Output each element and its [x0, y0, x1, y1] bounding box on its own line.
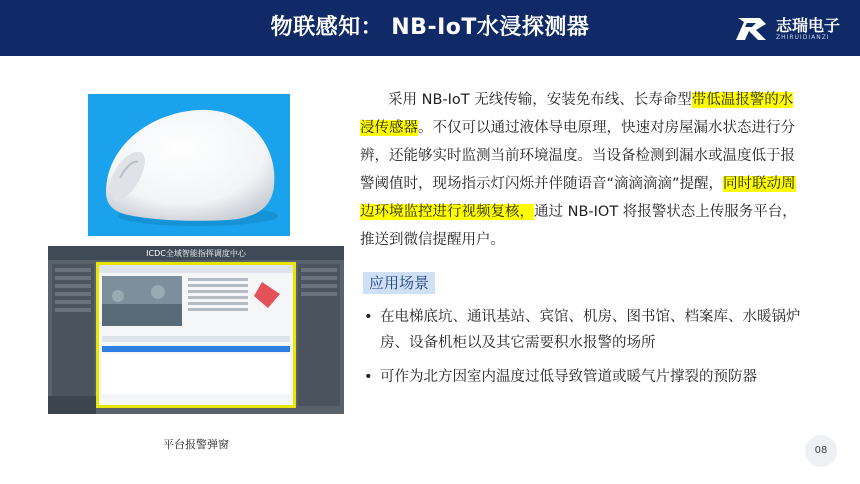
- page-number: 08: [805, 435, 837, 467]
- platform-alarm-screenshot: [48, 246, 344, 414]
- screenshot-banner: ICDC全域智能指挥调度中心: [146, 249, 246, 258]
- list-item: [362, 304, 802, 356]
- list-item: [362, 364, 802, 390]
- logo-subtext: ZHIRUIDIANZI: [775, 33, 830, 41]
- intro-highlight-2: 同时联动周边环境监控进行视频复核，: [360, 176, 796, 220]
- application-list: [362, 304, 802, 398]
- intro-text-1: 采用 NB-IoT 无线传输，安装免布线、长寿命型: [388, 92, 692, 108]
- section-title: 应用场景: [363, 272, 435, 294]
- bullet-icon: •: [364, 369, 373, 385]
- header-bar: [0, 0, 860, 56]
- alarm-popup-image: [48, 246, 344, 414]
- water-sensor-image: [88, 94, 290, 236]
- logo-text: 志瑞电子: [775, 15, 840, 35]
- list-item-text: 在电梯底坑、通讯基站、宾馆、机房、图书馆、档案库、水暖锅炉房、设备机柜以及其它需要积水报警的场所: [380, 309, 801, 351]
- page-title: 物联感知： NB-IoT水浸探测器: [270, 15, 590, 40]
- intro-text-3: 通过 NB-IOT 将报警状态上传服务平台，推送到微信提醒用户。: [360, 204, 797, 248]
- intro-paragraph: [360, 86, 800, 254]
- product-photo: [88, 94, 290, 236]
- intro-highlight-1: 带低温报警的水浸传感器: [360, 92, 794, 136]
- intro-text-2: 。不仅可以通过液体导电原理，快速对房屋漏水状态进行分辨，还能够实时监测当前环境温度。当设备检测到漏水或温度低于报警阈值时，现场指示灯闪烁并伴随语音“滴滴滴滴”提醒，: [360, 120, 795, 192]
- logo-mark-icon: [732, 14, 772, 44]
- screenshot-caption: 平台报警弹窗: [163, 438, 229, 451]
- company-logo: [732, 8, 840, 50]
- list-item-text: 可作为北方因室内温度过低导致管道或暖气片撑裂的预防器: [380, 369, 757, 385]
- bullet-icon: •: [364, 309, 373, 325]
